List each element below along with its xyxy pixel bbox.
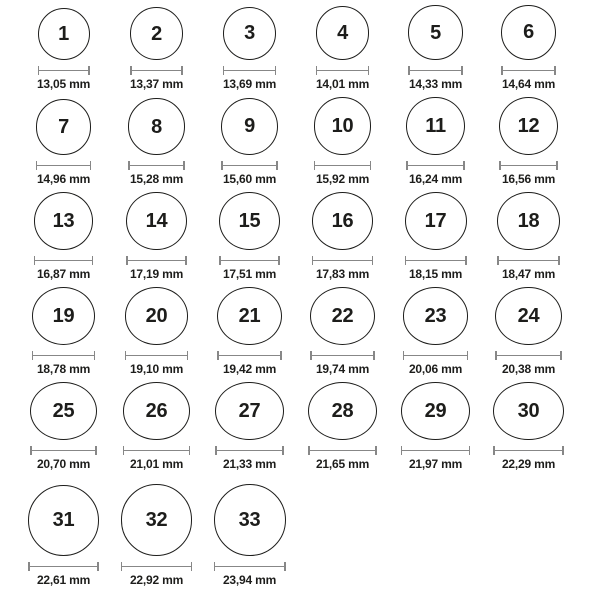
diameter-measure-line bbox=[501, 66, 556, 75]
diameter-label: 19,42 mm bbox=[222, 361, 277, 376]
measure-end-tick bbox=[469, 446, 471, 455]
size-item bbox=[17, 287, 110, 382]
size-circle bbox=[316, 6, 370, 60]
size-number: 25 bbox=[52, 399, 75, 422]
size-number: 30 bbox=[517, 399, 540, 422]
size-item bbox=[17, 97, 110, 192]
size-number: 18 bbox=[517, 209, 540, 232]
measure-end-tick bbox=[278, 256, 280, 265]
measure-end-tick bbox=[181, 66, 183, 75]
size-item bbox=[17, 477, 110, 593]
size-item bbox=[203, 192, 296, 287]
size-circle bbox=[408, 5, 463, 60]
diameter-measure-line bbox=[401, 446, 471, 455]
measure-line bbox=[221, 260, 279, 262]
diameter-label: 22,29 mm bbox=[501, 456, 556, 471]
size-number: 10 bbox=[331, 115, 354, 138]
measure-line bbox=[503, 70, 555, 72]
diameter-label: 17,83 mm bbox=[315, 266, 370, 281]
size-circle bbox=[497, 192, 560, 250]
size-item bbox=[110, 97, 203, 192]
diameter-label: 19,10 mm bbox=[129, 361, 184, 376]
diameter-label: 13,37 mm bbox=[129, 76, 184, 91]
diameter-measure-line bbox=[128, 161, 184, 170]
size-circle bbox=[126, 192, 186, 250]
diameter-measure-line bbox=[217, 351, 282, 360]
measure-line bbox=[39, 70, 88, 72]
size-item bbox=[482, 2, 575, 97]
size-circle bbox=[403, 287, 469, 345]
measure-line bbox=[499, 260, 558, 262]
size-circle bbox=[401, 382, 471, 440]
size-number: 11 bbox=[425, 114, 446, 137]
diameter-measure-line bbox=[497, 256, 560, 265]
size-item bbox=[110, 287, 203, 382]
size-number: 5 bbox=[430, 21, 441, 44]
measure-end-tick bbox=[556, 161, 558, 170]
measure-line bbox=[37, 165, 90, 167]
measure-end-tick bbox=[554, 66, 556, 75]
size-item bbox=[203, 97, 296, 192]
diameter-label: 22,92 mm bbox=[129, 572, 184, 587]
diameter-label: 13,69 mm bbox=[222, 76, 277, 91]
diameter-measure-line bbox=[36, 161, 92, 170]
diameter-measure-line bbox=[314, 161, 372, 170]
size-item bbox=[110, 2, 203, 97]
size-number: 13 bbox=[52, 209, 75, 232]
diameter-label: 18,15 mm bbox=[408, 266, 463, 281]
size-item bbox=[296, 2, 389, 97]
measure-line bbox=[132, 70, 181, 72]
measure-line bbox=[35, 260, 91, 262]
size-item bbox=[482, 382, 575, 477]
measure-line bbox=[404, 355, 467, 357]
size-item bbox=[110, 192, 203, 287]
measure-end-tick bbox=[375, 446, 377, 455]
size-item bbox=[110, 382, 203, 477]
diameter-label: 16,87 mm bbox=[36, 266, 91, 281]
diameter-measure-line bbox=[405, 256, 467, 265]
measure-end-tick bbox=[97, 562, 99, 571]
diameter-label: 20,06 mm bbox=[408, 361, 463, 376]
size-item bbox=[17, 382, 110, 477]
measure-end-tick bbox=[90, 161, 92, 170]
diameter-label: 23,94 mm bbox=[222, 572, 277, 587]
diameter-measure-line bbox=[214, 562, 286, 571]
measure-line bbox=[126, 355, 187, 357]
measure-line bbox=[128, 260, 185, 262]
size-number: 16 bbox=[331, 209, 354, 232]
size-item bbox=[389, 287, 482, 382]
size-number: 31 bbox=[52, 509, 75, 532]
measure-line bbox=[130, 165, 183, 167]
measure-line bbox=[33, 355, 93, 357]
diameter-measure-line bbox=[219, 256, 280, 265]
size-circle bbox=[495, 287, 561, 345]
measure-end-tick bbox=[373, 351, 375, 360]
size-circle bbox=[214, 484, 286, 556]
size-number: 24 bbox=[517, 304, 540, 327]
diameter-measure-line bbox=[403, 351, 469, 360]
diameter-label: 20,70 mm bbox=[36, 456, 91, 471]
diameter-measure-line bbox=[126, 256, 186, 265]
measure-end-tick bbox=[276, 161, 278, 170]
diameter-label: 15,28 mm bbox=[129, 171, 184, 186]
size-circle bbox=[405, 192, 467, 250]
diameter-measure-line bbox=[30, 446, 97, 455]
measure-end-tick bbox=[463, 161, 465, 170]
diameter-label: 16,56 mm bbox=[501, 171, 556, 186]
measure-end-tick bbox=[284, 562, 286, 571]
diameter-measure-line bbox=[125, 351, 189, 360]
size-item bbox=[389, 2, 482, 97]
size-item bbox=[482, 97, 575, 192]
diameter-measure-line bbox=[495, 351, 561, 360]
size-number: 19 bbox=[52, 304, 75, 327]
size-item bbox=[296, 97, 389, 192]
measure-end-tick bbox=[187, 351, 189, 360]
diameter-measure-line bbox=[32, 351, 95, 360]
measure-line bbox=[124, 450, 188, 452]
diameter-measure-line bbox=[408, 66, 463, 75]
diameter-label: 16,24 mm bbox=[408, 171, 463, 186]
measure-line bbox=[312, 355, 374, 357]
measure-line bbox=[215, 566, 284, 568]
size-number: 4 bbox=[337, 21, 348, 44]
diameter-measure-line bbox=[28, 562, 99, 571]
size-item bbox=[110, 477, 203, 593]
size-circle bbox=[312, 192, 373, 250]
diameter-measure-line bbox=[493, 446, 563, 455]
size-item bbox=[296, 287, 389, 382]
diameter-label: 21,97 mm bbox=[408, 456, 463, 471]
size-circle bbox=[34, 192, 94, 250]
size-number: 22 bbox=[331, 304, 354, 327]
diameter-label: 17,19 mm bbox=[129, 266, 184, 281]
size-number: 9 bbox=[244, 115, 255, 138]
size-circle bbox=[501, 5, 556, 60]
size-item bbox=[482, 287, 575, 382]
size-number: 14 bbox=[145, 209, 168, 232]
size-circle bbox=[28, 485, 99, 556]
size-number: 29 bbox=[424, 399, 447, 422]
size-number: 12 bbox=[517, 114, 540, 137]
measure-end-tick bbox=[560, 351, 562, 360]
measure-line bbox=[32, 450, 96, 452]
diameter-label: 14,33 mm bbox=[408, 76, 463, 91]
size-row bbox=[0, 287, 600, 382]
measure-line bbox=[501, 165, 557, 167]
diameter-measure-line bbox=[406, 161, 464, 170]
diameter-label: 19,74 mm bbox=[315, 361, 370, 376]
size-number: 20 bbox=[145, 304, 168, 327]
diameter-measure-line bbox=[34, 256, 94, 265]
diameter-label: 14,64 mm bbox=[501, 76, 556, 91]
diameter-label: 18,47 mm bbox=[501, 266, 556, 281]
diameter-measure-line bbox=[312, 256, 373, 265]
size-number: 21 bbox=[238, 304, 261, 327]
diameter-label: 14,01 mm bbox=[315, 76, 370, 91]
measure-line bbox=[30, 566, 98, 568]
measure-line bbox=[224, 70, 274, 72]
diameter-measure-line bbox=[221, 161, 278, 170]
size-circle bbox=[30, 382, 97, 440]
diameter-label: 14,96 mm bbox=[36, 171, 91, 186]
size-circle bbox=[314, 97, 372, 155]
size-number: 23 bbox=[424, 304, 447, 327]
size-circle bbox=[123, 382, 191, 440]
diameter-measure-line bbox=[130, 66, 183, 75]
size-circle bbox=[38, 8, 90, 60]
diameter-label: 13,05 mm bbox=[36, 76, 91, 91]
measure-end-tick bbox=[370, 161, 372, 170]
size-number: 3 bbox=[244, 22, 255, 45]
size-circle bbox=[130, 7, 183, 60]
size-number: 27 bbox=[238, 399, 261, 422]
size-item bbox=[203, 382, 296, 477]
measure-end-tick bbox=[189, 446, 191, 455]
size-circle bbox=[310, 287, 375, 345]
size-item bbox=[296, 382, 389, 477]
size-circle bbox=[308, 382, 377, 440]
measure-line bbox=[408, 165, 463, 167]
size-number: 33 bbox=[238, 508, 261, 531]
measure-end-tick bbox=[282, 446, 284, 455]
size-circle bbox=[223, 7, 276, 60]
diameter-label: 15,92 mm bbox=[315, 171, 370, 186]
measure-end-tick bbox=[275, 66, 277, 75]
size-circle bbox=[36, 99, 92, 155]
measure-line bbox=[315, 165, 369, 167]
size-number: 2 bbox=[151, 22, 162, 45]
size-circle bbox=[215, 382, 283, 440]
measure-line bbox=[313, 260, 371, 262]
diameter-label: 21,01 mm bbox=[129, 456, 184, 471]
size-circle bbox=[406, 97, 464, 155]
measure-end-tick bbox=[92, 256, 94, 265]
diameter-label: 20,38 mm bbox=[501, 361, 556, 376]
measure-end-tick bbox=[368, 66, 370, 75]
size-number: 28 bbox=[331, 399, 354, 422]
measure-end-tick bbox=[95, 446, 97, 455]
size-row bbox=[0, 382, 600, 477]
size-number: 7 bbox=[58, 115, 69, 138]
measure-line bbox=[495, 450, 562, 452]
diameter-measure-line bbox=[310, 351, 375, 360]
measure-line bbox=[122, 566, 190, 568]
size-item bbox=[203, 287, 296, 382]
diameter-label: 18,78 mm bbox=[36, 361, 91, 376]
size-number: 6 bbox=[523, 21, 534, 44]
size-row bbox=[0, 192, 600, 287]
size-item bbox=[203, 2, 296, 97]
measure-end-tick bbox=[191, 562, 193, 571]
measure-line bbox=[219, 355, 280, 357]
diameter-measure-line bbox=[121, 562, 192, 571]
measure-end-tick bbox=[467, 351, 469, 360]
measure-line bbox=[310, 450, 376, 452]
diameter-measure-line bbox=[316, 66, 370, 75]
size-circle bbox=[128, 98, 184, 154]
diameter-measure-line bbox=[499, 161, 558, 170]
measure-end-tick bbox=[461, 66, 463, 75]
measure-end-tick bbox=[562, 446, 564, 455]
measure-end-tick bbox=[465, 256, 467, 265]
size-item bbox=[17, 192, 110, 287]
size-row bbox=[0, 97, 600, 192]
size-item bbox=[203, 477, 296, 593]
size-item bbox=[389, 382, 482, 477]
size-number: 32 bbox=[145, 509, 168, 532]
size-circle bbox=[221, 98, 278, 155]
size-number: 8 bbox=[151, 115, 162, 138]
size-circle bbox=[217, 287, 282, 345]
diameter-measure-line bbox=[215, 446, 283, 455]
size-number: 1 bbox=[58, 22, 69, 45]
size-item bbox=[482, 192, 575, 287]
size-number: 17 bbox=[424, 209, 447, 232]
diameter-measure-line bbox=[223, 66, 276, 75]
diameter-measure-line bbox=[38, 66, 90, 75]
measure-end-tick bbox=[88, 66, 90, 75]
size-item bbox=[17, 2, 110, 97]
diameter-measure-line bbox=[123, 446, 191, 455]
size-circle bbox=[493, 382, 563, 440]
diameter-label: 17,51 mm bbox=[222, 266, 277, 281]
diameter-label: 21,65 mm bbox=[315, 456, 370, 471]
size-row bbox=[0, 2, 600, 97]
diameter-label: 15,60 mm bbox=[222, 171, 277, 186]
measure-line bbox=[406, 260, 465, 262]
measure-end-tick bbox=[94, 351, 96, 360]
size-item bbox=[296, 192, 389, 287]
measure-end-tick bbox=[280, 351, 282, 360]
measure-line bbox=[410, 70, 461, 72]
size-circle bbox=[121, 484, 192, 555]
measure-line bbox=[217, 450, 282, 452]
measure-end-tick bbox=[183, 161, 185, 170]
measure-line bbox=[402, 450, 468, 452]
size-circle bbox=[219, 192, 280, 250]
diameter-label: 21,33 mm bbox=[222, 456, 277, 471]
measure-line bbox=[497, 355, 560, 357]
measure-line bbox=[223, 165, 277, 167]
size-number: 15 bbox=[238, 209, 261, 232]
diameter-label: 22,61 mm bbox=[36, 572, 91, 587]
size-circle bbox=[499, 97, 558, 155]
size-row bbox=[0, 477, 600, 593]
size-item bbox=[389, 192, 482, 287]
measure-end-tick bbox=[558, 256, 560, 265]
measure-line bbox=[317, 70, 368, 72]
size-number: 26 bbox=[145, 399, 168, 422]
diameter-measure-line bbox=[308, 446, 377, 455]
size-circle bbox=[125, 287, 189, 345]
size-item bbox=[389, 97, 482, 192]
size-circle bbox=[32, 287, 95, 345]
measure-end-tick bbox=[185, 256, 187, 265]
measure-end-tick bbox=[372, 256, 374, 265]
